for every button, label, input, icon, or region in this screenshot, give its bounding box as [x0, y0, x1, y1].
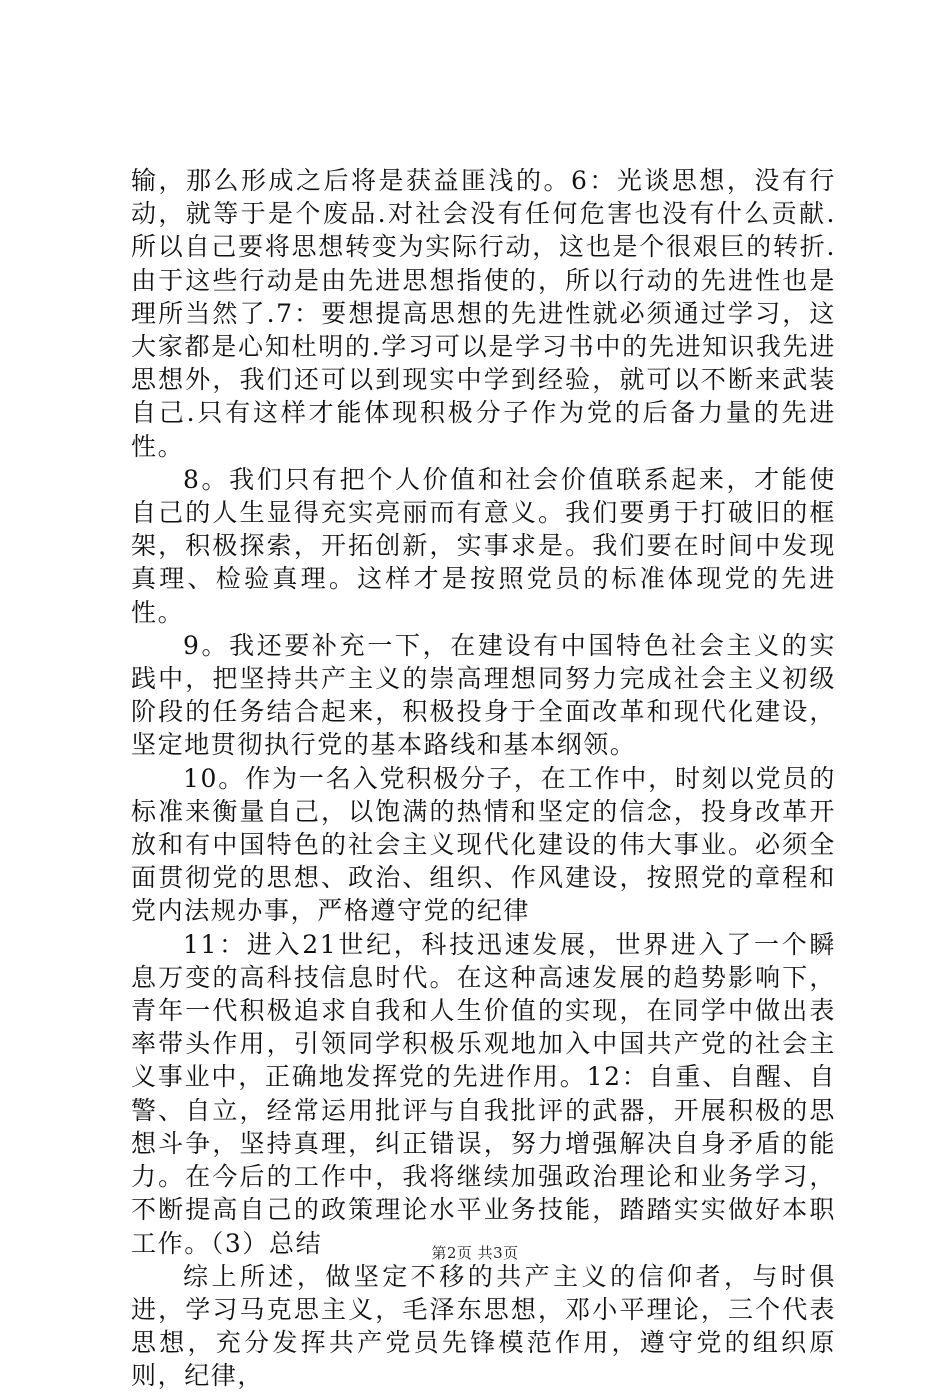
- paragraph-8: 8。我们只有把个人价值和社会价值联系起来，才能使自己的人生显得充实亮丽而有意义。我们要勇于打破旧的框架，积极探索，开拓创新，实事求是。我们要在时间中发现真理、检验真理。这样才是按照党员的标准体现党的先进性。: [131, 464, 836, 627]
- paragraph-summary: 综上所述，做坚定不移的共产主义的信仰者，与时俱进，学习马克思主义，毛泽东思想，邓小平理论，三个代表思想，充分发挥共产党员先锋模范作用，遵守党的组织原则，纪律，: [131, 1261, 836, 1391]
- paragraph-10: 10。作为一名入党积极分子，在工作中，时刻以党员的标准来衡量自己，以饱满的热情和坚定的信念，投身改革开放和有中国特色的社会主义现代化建设的伟大事业。必须全面贯彻党的思想、政治、组织、作风建设，按照党的章程和党内法规办事，严格遵守党的纪律: [131, 763, 836, 926]
- paragraph-continued: 输，那么形成之后将是获益匪浅的。6：光谈思想，没有行动，就等于是个废品.对社会没有任何危害也没有什么贡献.所以自己要将思想转变为实际行动，这也是个很艰巨的转折.由于这些行动是由先进思想指使的，所以行动的先进性也是理所当然了.7：要想提高思想的先进性就必须通过学习，这大家都是心知杜明的.学习可以是学习书中的先进知识我先进思想外，我们还可以到现实中学到经验，就可以不断来武装自己.只有这样才能体现积极分子作为党的后备力量的先进性。: [131, 166, 836, 461]
- document-body: [131, 164, 836, 1393]
- paragraph-11: 11：进入21世纪，科技迅速发展，世界进入了一个瞬息万变的高科技信息时代。在这种高速发展的趋势影响下，青年一代积极追求自我和人生价值的实现，在同学中做出表率带头作用，引领同学积极乐观地加入中国共产党的社会主义事业中，正确地发挥党的先进作用。12：自重、自醒、自警、自立，经常运用批评与自我批评的武器，开展积极的思想斗争，坚持真理，纠正错误，努力增强解决自身矛盾的能力。在今后的工作中，我将继续加强政治理论和业务学习，不断提高自己的政策理论水平业务技能，踏踏实实做好本职工作。（3）总结: [131, 929, 836, 1258]
- paragraph-9: 9。我还要补充一下，在建设有中国特色社会主义的实践中，把坚持共产主义的崇高理想同努力完成社会主义初级阶段的任务结合起来，积极投身于全面改革和现代化建设，坚定地贯彻执行党的基本路线和基本纲领。: [131, 630, 836, 760]
- page-footer: 第2页 共3页: [431, 1244, 519, 1262]
